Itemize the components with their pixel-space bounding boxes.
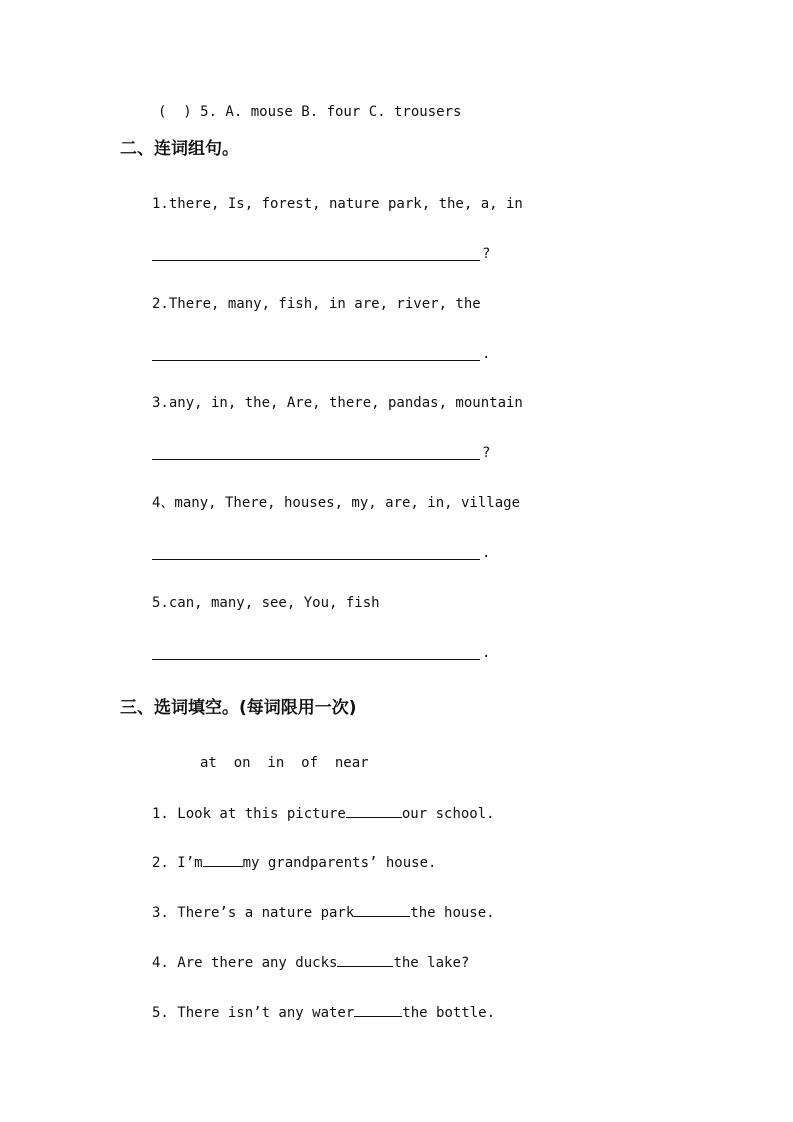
reorder-item-5-words: 5.can, many, see, You, fish [152, 595, 380, 611]
fill-item-1-after: our school. [401, 806, 495, 822]
answer-punctuation: . [482, 545, 491, 561]
fill-item-1 [152, 804, 495, 823]
answer-line [152, 260, 480, 261]
answer-punctuation: ? [482, 445, 491, 461]
fill-item-2-before: 2. I’m [152, 855, 203, 871]
fill-blank-3[interactable] [354, 903, 410, 917]
fill-item-4-after: the lake? [393, 955, 470, 971]
fill-blank-1[interactable] [346, 804, 402, 818]
section-2-heading: 二、连词组句。 [120, 139, 239, 159]
answer-line [152, 559, 480, 560]
section-3-heading: 三、选词填空。(每词限用一次) [120, 698, 357, 718]
reorder-item-1-words: 1.there, Is, forest, nature park, the, a, in [152, 196, 523, 212]
fill-item-4 [152, 953, 469, 972]
fill-item-2 [152, 853, 436, 872]
fill-blank-4[interactable] [337, 953, 393, 967]
fill-item-3-after: the house. [410, 905, 495, 921]
fill-item-4-before: 4. Are there any ducks [152, 955, 338, 971]
answer-punctuation: . [482, 346, 491, 362]
fill-item-3-before: 3. There’s a nature park [152, 905, 355, 921]
answer-line [152, 360, 480, 361]
fill-item-2-after: my grandparents’ house. [242, 855, 437, 871]
word-bank: at on in of near [200, 755, 369, 771]
fill-item-5 [152, 1003, 495, 1022]
reorder-item-3-words: 3.any, in, the, Are, there, pandas, mountain [152, 395, 523, 411]
fill-item-3 [152, 903, 495, 922]
fill-item-5-after: the bottle. [402, 1005, 496, 1021]
answer-punctuation: ? [482, 246, 491, 262]
reorder-item-4-words: 4、many, There, houses, my, are, in, village [152, 495, 521, 511]
question-5-choices: ( ) 5. A. mouse B. four C. trousers [158, 104, 462, 120]
fill-blank-2[interactable] [203, 853, 243, 867]
answer-line [152, 659, 480, 660]
fill-item-5-before: 5. There isn’t any water [152, 1005, 355, 1021]
answer-punctuation: . [482, 645, 491, 661]
answer-line [152, 459, 480, 460]
fill-blank-5[interactable] [354, 1003, 402, 1017]
reorder-item-2-words: 2.There, many, fish, in are, river, the [152, 296, 481, 312]
fill-item-1-before: 1. Look at this picture [152, 806, 346, 822]
